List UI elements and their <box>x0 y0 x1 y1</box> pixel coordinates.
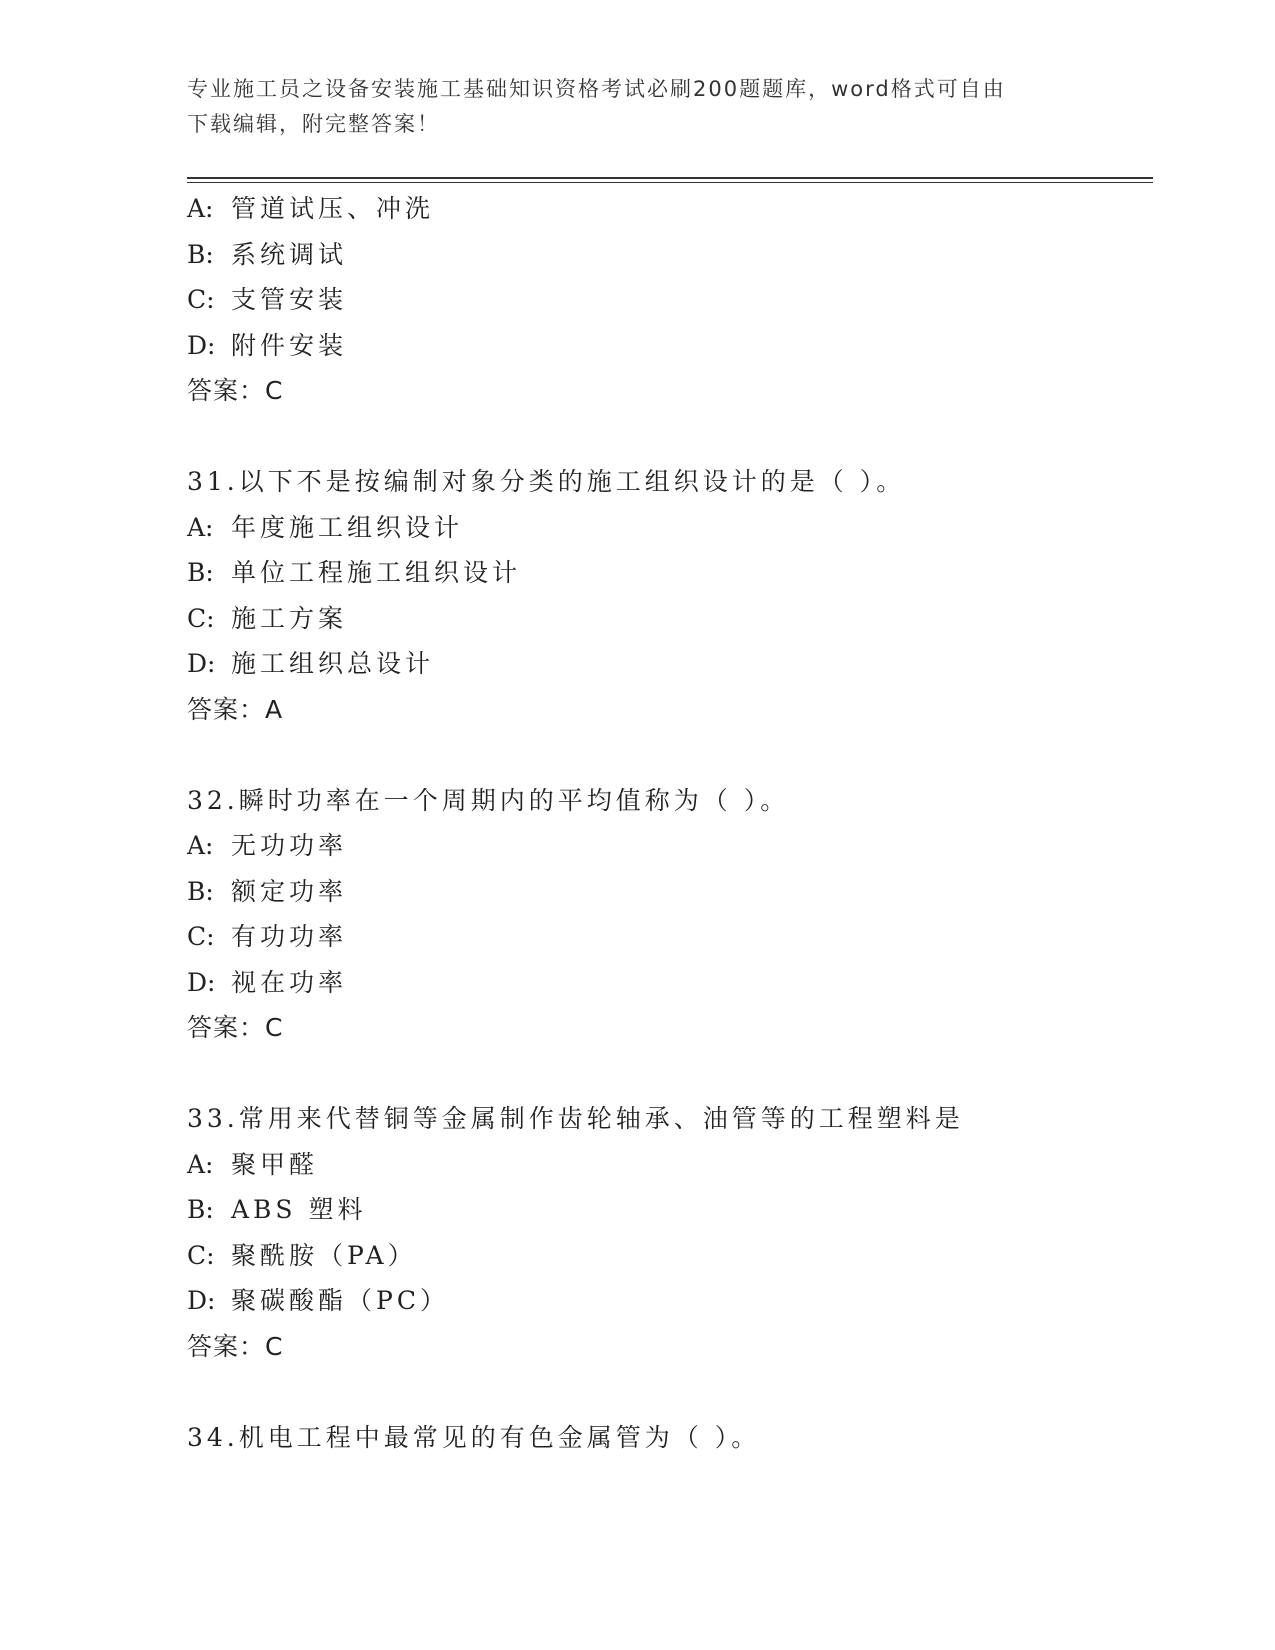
option-row <box>187 232 1153 278</box>
option-label: B: <box>187 558 214 587</box>
option-label: A: <box>187 1149 214 1179</box>
option-row <box>187 505 1153 551</box>
option-label: D: <box>187 649 216 678</box>
header-divider-thin <box>187 182 1153 183</box>
answer-line: 答案：C <box>187 1013 284 1042</box>
option-row <box>187 1278 1153 1324</box>
option-label: D: <box>187 1286 216 1315</box>
option-label: B: <box>187 1195 214 1224</box>
option-row <box>187 1187 1153 1233</box>
option-row <box>187 1233 1153 1279</box>
option-text: ABS 塑料 <box>231 1195 367 1224</box>
answer-line: 答案：C <box>187 376 284 405</box>
option-row <box>187 1142 1153 1188</box>
header-line-1: 专业施工员之设备安装施工基础知识资格考试必刷200题题库，word格式可自由 <box>187 77 1006 101</box>
header-line-2: 下载编辑，附完整答案！ <box>187 112 440 136</box>
option-text: 视在功率 <box>231 967 348 997</box>
option-label: C: <box>187 1240 215 1270</box>
question-block <box>187 1096 1153 1369</box>
option-label: C: <box>187 603 215 633</box>
option-text: 单位工程施工组织设计 <box>231 558 522 587</box>
question-block <box>187 778 1153 1051</box>
option-row <box>187 960 1153 1006</box>
option-row <box>187 823 1153 869</box>
question-block <box>187 459 1153 732</box>
option-text: 支管安装 <box>231 285 348 314</box>
answer-line: 答案：A <box>187 694 284 724</box>
option-row <box>187 596 1153 642</box>
spacer <box>187 414 1153 460</box>
option-text: 施工组织总设计 <box>231 649 435 678</box>
option-row <box>187 323 1153 369</box>
option-label: C: <box>187 285 215 314</box>
question-list <box>187 186 1153 1460</box>
option-text: 施工方案 <box>231 603 348 633</box>
answer-line: 答案：C <box>187 1331 284 1361</box>
question-block <box>187 186 1153 414</box>
header-divider <box>187 177 1153 179</box>
spacer <box>187 732 1153 778</box>
spacer <box>187 1051 1153 1097</box>
option-row <box>187 914 1153 960</box>
option-row <box>187 869 1153 915</box>
option-text: 系统调试 <box>231 239 348 269</box>
question-text: 32.瞬时功率在一个周期内的平均值称为（ ）。 <box>187 785 790 815</box>
option-text: 管道试压、冲洗 <box>231 194 435 223</box>
option-label: A: <box>187 831 214 860</box>
question-block <box>187 1415 1153 1461</box>
option-row <box>187 277 1153 323</box>
question-text: 33.常用来代替铜等金属制作齿轮轴承、油管等的工程塑料是 <box>187 1104 964 1133</box>
option-row <box>187 186 1153 232</box>
option-text: 聚碳酸酯（PC） <box>231 1286 449 1315</box>
option-row <box>187 641 1153 687</box>
option-text: 有功功率 <box>231 922 348 951</box>
option-text: 年度施工组织设计 <box>231 512 464 542</box>
option-text: 聚甲醛 <box>231 1149 319 1179</box>
option-label: D: <box>187 330 216 360</box>
option-text: 附件安装 <box>231 330 348 360</box>
option-label: C: <box>187 922 215 951</box>
option-row <box>187 550 1153 596</box>
question-text: 31.以下不是按编制对象分类的施工组织设计的是（ ）。 <box>187 467 906 496</box>
document-header <box>187 72 1067 142</box>
question-text: 34.机电工程中最常见的有色金属管为（ ）。 <box>187 1422 761 1452</box>
option-label: B: <box>187 239 214 269</box>
option-text: 额定功率 <box>231 876 348 906</box>
spacer <box>187 1369 1153 1415</box>
option-text: 聚酰胺（PA） <box>231 1240 417 1270</box>
option-label: A: <box>187 512 214 542</box>
option-label: A: <box>187 194 214 223</box>
option-label: D: <box>187 967 216 997</box>
option-label: B: <box>187 876 214 906</box>
option-text: 无功功率 <box>231 831 348 860</box>
